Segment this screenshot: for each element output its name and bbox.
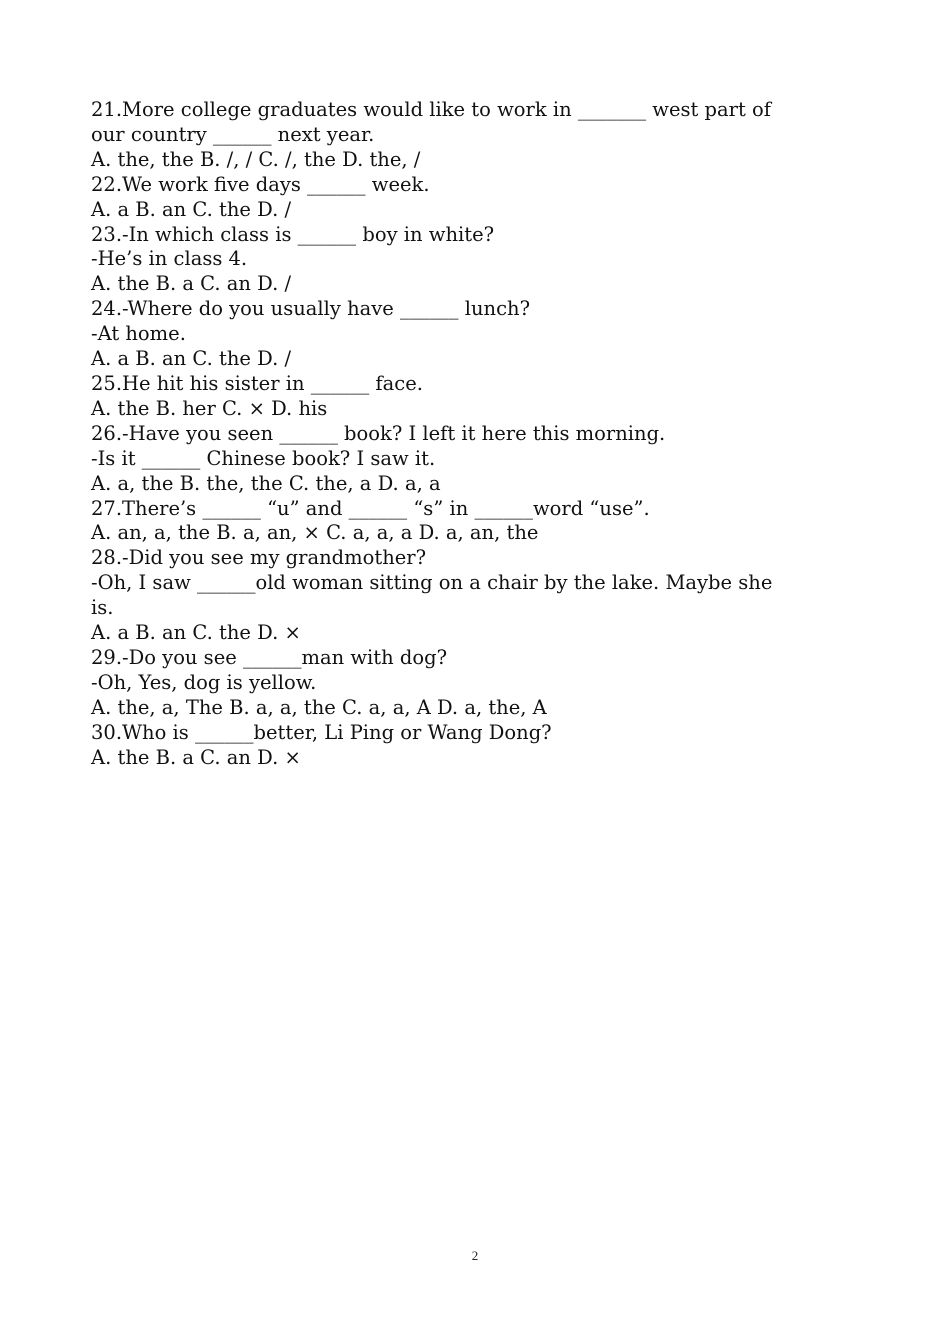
page-number: 2	[471, 1248, 479, 1263]
question-27-options: A. an, a, the B. a, an, × C. a, a, a D. a, an, the	[91, 521, 539, 545]
question-21-line-1: 21.More college graduates would like to work in _______ west part of	[91, 98, 771, 121]
question-28: 28.-Did you see my grandmother?	[91, 546, 427, 570]
question-22: 22.We work five days ______ week.	[91, 172, 430, 196]
question-30-options: A. the B. a C. an D. ×	[91, 745, 301, 769]
question-26-reply: -Is it ______ Chinese book? I saw it.	[91, 446, 436, 470]
question-25: 25.He hit his sister in ______ face.	[91, 371, 423, 395]
question-24-options: A. a B. an C. the D. /	[91, 347, 292, 371]
question-24: 24.-Where do you usually have ______ lunch?	[91, 297, 531, 321]
question-list	[91, 98, 861, 770]
question-23-options: A. the B. a C. an D. /	[91, 272, 292, 296]
question-29-reply: -Oh, Yes, dog is yellow.	[91, 670, 317, 694]
question-23: 23.-In which class is ______ boy in white?	[91, 222, 495, 246]
question-21-line-2: our country ______ next year.	[91, 122, 375, 146]
question-21-options: A. the, the B. /, / C. /, the D. the, /	[91, 147, 421, 171]
question-22-options: A. a B. an C. the D. /	[91, 197, 292, 221]
question-28-reply-line-2: is.	[91, 596, 114, 620]
question-30: 30.Who is ______better, Li Ping or Wang Dong?	[91, 720, 552, 744]
question-26: 26.-Have you seen ______ book? I left it here this morning.	[91, 421, 666, 445]
question-24-reply: -At home.	[91, 322, 186, 346]
question-23-reply: -He’s in class 4.	[91, 247, 248, 271]
question-29: 29.-Do you see ______man with dog?	[91, 645, 448, 669]
question-27: 27.There’s ______ “u” and ______ “s” in ______word “use”.	[91, 496, 650, 520]
question-25-options: A. the B. her C. × D. his	[91, 396, 328, 420]
question-29-options: A. the, a, The B. a, a, the C. a, a, A D. a, the, A	[91, 695, 547, 719]
question-28-options: A. a B. an C. the D. ×	[91, 621, 301, 645]
question-28-reply-line-1: -Oh, I saw ______old woman sitting on a chair by the lake. Maybe she	[91, 571, 773, 595]
question-26-options: A. a, the B. the, the C. the, a D. a, a	[91, 471, 441, 495]
